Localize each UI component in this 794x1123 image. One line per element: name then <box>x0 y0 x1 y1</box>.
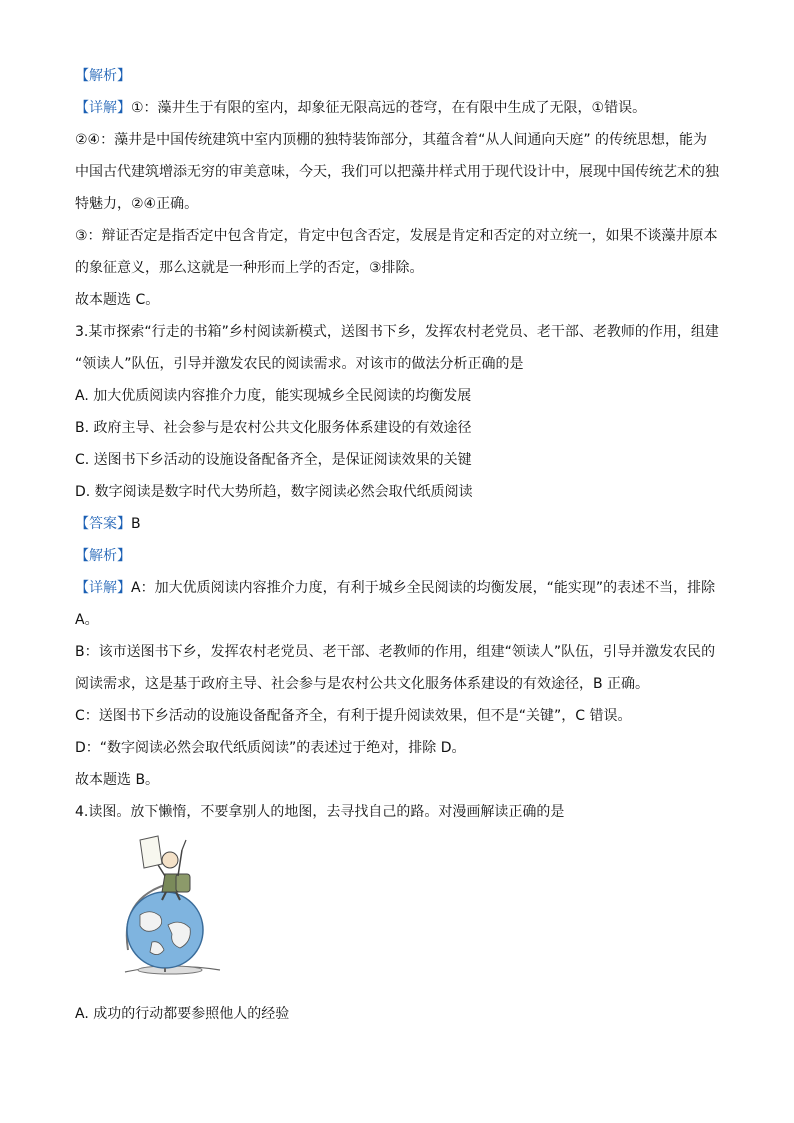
question-4-stem: 4.读图。放下懒惰，不要拿别人的地图，去寻找自己的路。对漫画解读正确的是 <box>75 804 565 820</box>
section-label: 【解析】 <box>75 68 131 84</box>
line-20: 阅读需求，这是基于政府主导、社会参与是农村公共文化服务体系建设的有效途径，B 正确。 <box>75 676 650 692</box>
section-label: 【详解】 <box>75 100 131 116</box>
section-label: 【解析】 <box>75 548 131 564</box>
line-1 <box>75 66 131 86</box>
option-b: B. 政府主导、社会参与是农村公共文化服务体系建设的有效途径 <box>75 420 472 436</box>
detail-line: 【详解】A：加大优质阅读内容推介力度，有利于城乡全民阅读的均衡发展，“能实现”的表述不当，排除 <box>75 580 716 596</box>
line-18: A。 <box>75 612 99 628</box>
option-a: A. 加大优质阅读内容推介力度，能实现城乡全民阅读的均衡发展 <box>75 388 472 404</box>
line-8: 故本题选 C。 <box>75 292 160 308</box>
cartoon-globe-illustration <box>110 830 240 980</box>
section-label: 【详解】 <box>75 580 131 596</box>
line-22: D：“数字阅读必然会取代纸质阅读”的表述过于绝对，排除 D。 <box>75 740 466 756</box>
line-23: 故本题选 B。 <box>75 772 160 788</box>
option-a-q4: A. 成功的行动都要参照他人的经验 <box>75 1006 290 1022</box>
question-3-stem-cont: “领读人”队伍，引导并激发农民的阅读需求。对该市的做法分析正确的是 <box>75 356 524 372</box>
line-7: 的象征意义，那么这就是一种形而上学的否定，③排除。 <box>75 260 424 276</box>
line-6: ③：辩证否定是指否定中包含肯定，肯定中包含否定，发展是肯定和否定的对立统一，如果不谈藻井原本 <box>75 228 718 244</box>
line-2: 【详解】①：藻井生于有限的室内，却象征无限高远的苍穹，在有限中生成了无限，①错误。 <box>75 100 647 116</box>
question-3-stem: 3.某市探索“行走的书箱”乡村阅读新模式，送图书下乡，发挥农村老党员、老干部、老教师的作用，组建 <box>75 324 719 340</box>
line-5: 特魅力，②④正确。 <box>75 196 199 212</box>
option-c: C. 送图书下乡活动的设施设备配备齐全，是保证阅读效果的关键 <box>75 452 472 468</box>
line-3: ②④：藻井是中国传统建筑中室内顶棚的独特装饰部分，其蕴含着“从人间通向天庭” 的传统思想，能为 <box>75 132 708 148</box>
option-d: D. 数字阅读是数字时代大势所趋，数字阅读必然会取代纸质阅读 <box>75 484 473 500</box>
answer-line: 【答案】B <box>75 516 141 532</box>
section-label: 【答案】 <box>75 516 131 532</box>
line-21: C：送图书下乡活动的设施设备配备齐全，有利于提升阅读效果，但不是“关键”，C 错误。 <box>75 708 632 724</box>
line-19: B：该市送图书下乡，发挥农村老党员、老干部、老教师的作用，组建“领读人”队伍，引导并激发农民的 <box>75 644 716 660</box>
line-4: 中国古代建筑增添无穷的审美意味，今天，我们可以把藻井样式用于现代设计中，展现中国传统艺术的独 <box>75 164 719 180</box>
analysis-label <box>75 546 131 566</box>
